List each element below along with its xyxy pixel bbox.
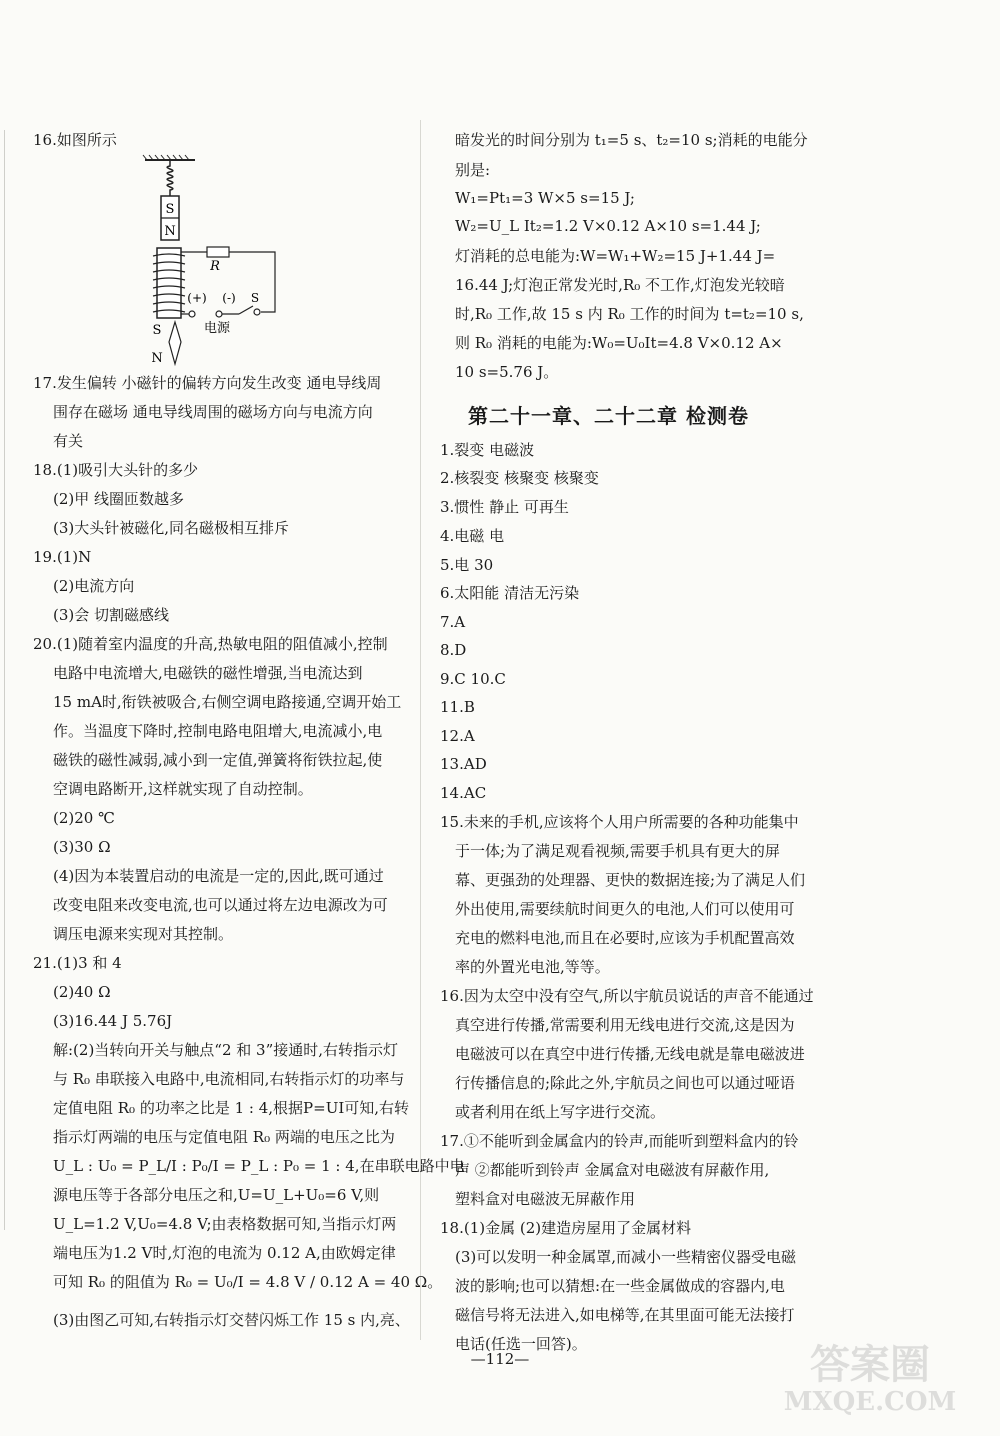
- solution-cont-line8: 则 R₀ 消耗的电能为:W₀=U₀It=4.8 V×0.12 A×: [455, 334, 783, 352]
- answer-20-line5: 磁铁的磁性减弱,减小到一定值,弹簧将衔铁拉起,使: [53, 751, 383, 769]
- answer-18b-line3: 波的影响;也可以猜想:在一些金属做成的容器内,电: [455, 1277, 785, 1295]
- answer-20-line1: 20.(1)随着室内温度的升高,热敏电阻的阻值减小,控制: [33, 635, 388, 653]
- section-title: 第二十一章、二十二章 检测卷: [468, 404, 749, 428]
- answer-18-1: 18.(1)吸引大头针的多少: [33, 461, 199, 479]
- magnet-s-label: S: [165, 202, 175, 217]
- solution-cont-line6: 16.44 J;灯泡正常发光时,R₀ 不工作,灯泡发光较暗: [455, 276, 785, 294]
- answer-20-line2: 电路中电流增大,电磁铁的磁性增强,当电流达到: [53, 664, 363, 682]
- solution-line5: U_L : U₀ = P_L/I : P₀/I = P_L : P₀ = 1 : 4,在串联电路中电: [53, 1157, 465, 1175]
- answer-17-line1: 17.发生偏转 小磁针的偏转方向发生改变 通电导线周: [33, 374, 382, 392]
- answer-18b-line4: 磁信号将无法进入,如电梯等,在其里面可能无法接打: [455, 1306, 795, 1324]
- answer-15-line2: 于一体;为了满足观看视频,需要手机具有更大的屏: [455, 842, 780, 860]
- answer-19-2: (2)电流方向: [53, 577, 135, 595]
- answer-12: 12.A: [440, 727, 475, 745]
- answer-21-1: 21.(1)3 和 4: [33, 954, 122, 972]
- answer-4: 4.电磁 电: [440, 527, 505, 545]
- answer-17-line3: 有关: [53, 432, 84, 450]
- answer-18b-line1: 18.(1)金属 (2)建造房屋用了金属材料: [440, 1219, 692, 1237]
- solution-cont-line5: 灯消耗的总电能为:W=W₁+W₂=15 J+1.44 J=: [455, 247, 776, 265]
- answer-5: 5.电 30: [440, 556, 494, 574]
- answer-15-line5: 充电的燃料电池,而且在必要时,应该为手机配置高效: [455, 929, 795, 947]
- solution-line10: (3)由图乙可知,右转指示灯交替闪烁工作 15 s 内,亮、: [53, 1311, 410, 1329]
- answer-16b-line4: 行传播信息的;除此之外,宇航员之间也可以通过哑语: [455, 1074, 795, 1092]
- electromagnet-figure: [135, 152, 305, 367]
- answer-19-1: 19.(1)N: [33, 548, 92, 566]
- needle-n-label: N: [151, 351, 163, 366]
- answer-17b-line2: 声 ②都能听到铃声 金属盒对电磁波有屏蔽作用,: [455, 1161, 770, 1179]
- answer-15-line3: 幕、更强劲的处理器、更快的数据连接;为了满足人们: [455, 871, 806, 889]
- answer-14: 14.AC: [440, 784, 487, 802]
- answer-16b-line5: 或者利用在纸上写字进行交流。: [455, 1103, 666, 1121]
- answer-8: 8.D: [440, 641, 467, 659]
- solution-cont-line4: W₂=U_L It₂=1.2 V×0.12 A×10 s=1.44 J;: [455, 217, 761, 235]
- page-edge: [4, 130, 5, 1230]
- answer-15-line4: 外出使用,需要续航时间更久的电池,人们可以使用可: [455, 900, 795, 918]
- answer-20-3: (3)30 Ω: [53, 838, 111, 856]
- solution-cont-line1: 暗发光的时间分别为 t₁=5 s、t₂=10 s;消耗的电能分: [455, 131, 808, 149]
- power-source-label: 电源: [203, 321, 231, 336]
- switch-label: S: [250, 291, 260, 305]
- solution-line6: 源电压等于各部分电压之和,U=U_L+U₀=6 V,则: [53, 1186, 380, 1204]
- answer-15-line1: 15.未来的手机,应该将个人用户所需要的各种功能集中: [440, 813, 799, 831]
- answer-1: 1.裂变 电磁波: [440, 441, 535, 459]
- solution-cont-line9: 10 s=5.76 J。: [455, 363, 559, 381]
- answer-15-line6: 率的外置光电池,等等。: [455, 958, 610, 976]
- watermark-url: MXQE.COM: [783, 1387, 957, 1417]
- answer-16b-line2: 真空进行传播,常需要利用无线电进行交流,这是因为: [455, 1016, 795, 1034]
- answer-21-2: (2)40 Ω: [53, 983, 111, 1001]
- answer-13: 13.AD: [440, 755, 487, 773]
- answer-11: 11.B: [440, 698, 475, 716]
- solution-line9: 可知 R₀ 的阻值为 R₀ = U₀/I = 4.8 V / 0.12 A = 40 Ω。: [53, 1273, 443, 1291]
- solution-cont-line7: 时,R₀ 工作,故 15 s 内 R₀ 工作的时间为 t=t₂=10 s,: [455, 305, 804, 323]
- answer-16b-line1: 16.因为太空中没有空气,所以宇航员说话的声音不能通过: [440, 987, 814, 1005]
- solution-line3: 定值电阻 R₀ 的功率之比是 1 : 4,根据P=UI可知,右转: [53, 1099, 410, 1117]
- answer-9-10: 9.C 10.C: [440, 670, 506, 688]
- answer-18b-line5: 电话(任选一回答)。: [455, 1335, 587, 1353]
- resistor-label: R: [210, 259, 220, 274]
- watermark-text: 答案圈: [810, 1341, 930, 1388]
- solution-cont-line2: 别是:: [455, 161, 491, 179]
- answer-3: 3.惯性 静止 可再生: [440, 498, 569, 516]
- answer-19-3: (3)会 切割磁感线: [53, 606, 170, 624]
- answer-6: 6.太阳能 清洁无污染: [440, 584, 580, 602]
- needle-s-label: S: [152, 323, 162, 338]
- answer-17-line2: 围存在磁场 通电导线周围的磁场方向与电流方向: [53, 403, 373, 421]
- solution-cont-line3: W₁=Pt₁=3 W×5 s=15 J;: [455, 189, 635, 207]
- solution-line4: 指示灯两端的电压与定值电阻 R₀ 两端的电压之比为: [53, 1128, 395, 1146]
- answer-20-line3: 15 mA时,衔铁被吸合,右侧空调电路接通,空调开始工: [53, 693, 402, 711]
- solution-line2: 与 R₀ 串联接入电路中,电流相同,右转指示灯的功率与: [53, 1070, 405, 1088]
- positive-terminal-label: (+): [187, 291, 207, 305]
- answer-7: 7.A: [440, 613, 466, 631]
- solution-line8: 端电压为1.2 V时,灯泡的电流为 0.12 A,由欧姆定律: [53, 1244, 396, 1262]
- answer-18-2: (2)甲 线圈匝数越多: [53, 490, 185, 508]
- magnet-n-label: N: [164, 224, 176, 239]
- negative-terminal-label: (-): [222, 291, 236, 305]
- solution-line1: 解:(2)当转向开关与触点“2 和 3”接通时,右转指示灯: [53, 1041, 399, 1059]
- answer-20-4-line1: (4)因为本装置启动的电流是一定的,因此,既可通过: [53, 867, 384, 885]
- page-number: —112—: [470, 1350, 530, 1368]
- answer-17b-line3: 塑料盒对电磁波无屏蔽作用: [455, 1190, 636, 1208]
- answer-16b-line3: 电磁波可以在真空中进行传播,无线电就是靠电磁波进: [455, 1045, 805, 1063]
- answer-16: 16.如图所示: [33, 131, 117, 149]
- watermark-logo: [760, 1330, 980, 1420]
- answer-20-line4: 作。当温度下降时,控制电路电阻增大,电流减小,电: [53, 722, 383, 740]
- answer-21-3: (3)16.44 J 5.76J: [53, 1012, 173, 1030]
- answer-18b-line2: (3)可以发明一种金属罩,而减小一些精密仪器受电磁: [455, 1248, 797, 1266]
- answer-20-2: (2)20 ℃: [53, 809, 115, 827]
- answer-18-3: (3)大头针被磁化,同名磁极相互排斥: [53, 519, 290, 537]
- answer-20-line6: 空调电路断开,这样就实现了自动控制。: [53, 780, 313, 798]
- answer-20-4-line2: 改变电阻来改变电流,也可以通过将左边电源改为可: [53, 896, 388, 914]
- answer-17b-line1: 17.①不能听到金属盒内的铃声,而能听到塑料盒内的铃: [440, 1132, 799, 1150]
- solution-line7: U_L=1.2 V,U₀=4.8 V;由表格数据可知,当指示灯两: [53, 1215, 397, 1233]
- answer-2: 2.核裂变 核聚变 核聚变: [440, 469, 599, 487]
- answer-20-4-line3: 调压电源来实现对其控制。: [53, 925, 234, 943]
